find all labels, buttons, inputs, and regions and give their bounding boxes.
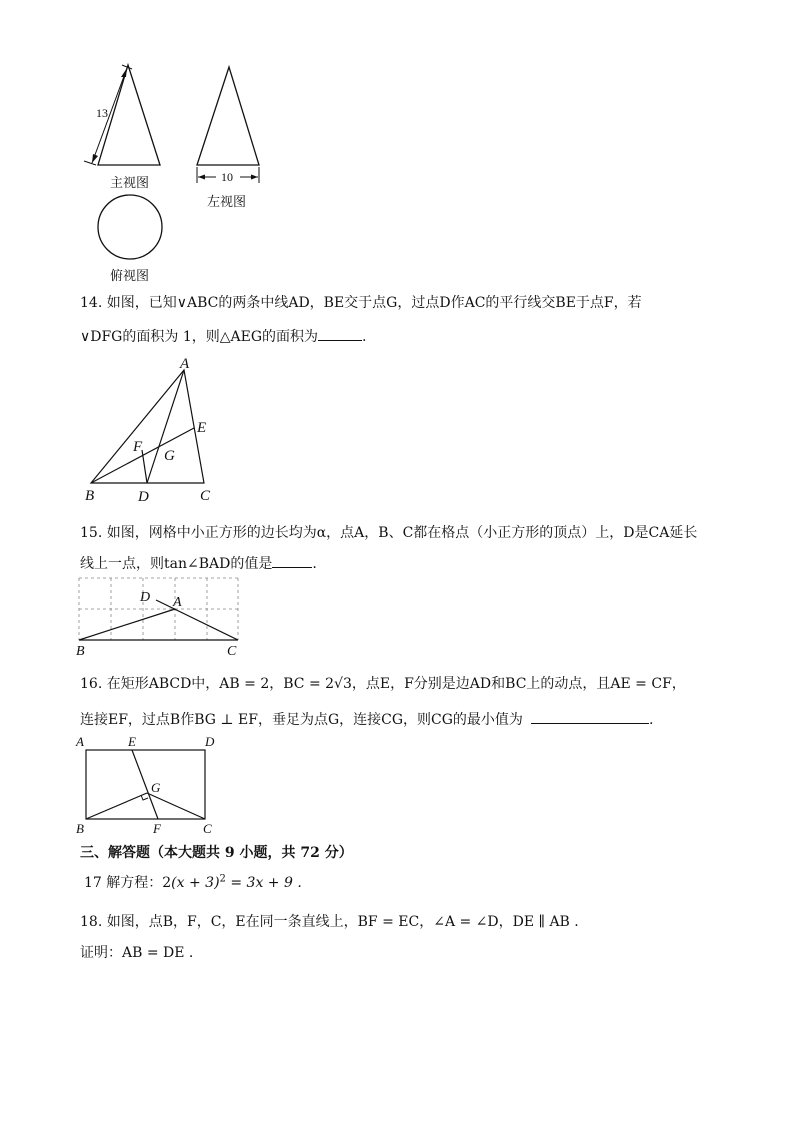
section-heading: 三、解答题（本大题共 9 小题，共 72 分） [80, 845, 353, 861]
q15-line1: 15. 如图，网格中小正方形的边长均为α，点A，B、C都在格点（小正方形的顶点）上，D是CA延长 [80, 525, 698, 541]
q17-line: 17 解方程：$2(x + 3)^2 = 3x + 9$ . [84, 873, 302, 891]
front-view-caption: 主视图 [110, 176, 150, 191]
q16-label-e: E [128, 734, 136, 749]
top-view-caption: 俯视图 [110, 269, 150, 284]
q14-label-c: C [200, 488, 211, 504]
left-view-caption: 左视图 [207, 195, 247, 210]
q15-grid [79, 578, 238, 640]
left-view-triangle [197, 67, 259, 165]
median-ad [147, 370, 184, 483]
three-views-figure [70, 55, 290, 285]
q14-line2: ∨DFG的面积为 1，则△AEG的面积为 . [80, 329, 367, 345]
q16-figure [72, 733, 232, 837]
triangle-abc [91, 370, 207, 483]
q14-figure [80, 352, 230, 507]
q16-label-d: D [205, 734, 215, 749]
q14-label-b: B [85, 488, 95, 504]
q14-label-f: F [133, 439, 143, 455]
q14-label-e: E [197, 420, 207, 436]
q18-line1: 18. 如图，点B，F，C，E在同一条直线上，BF = EC，∠A = ∠D，DE ∥ AB . [80, 914, 579, 930]
q16-line1: 16. 在矩形ABCD中，AB = 2，BC = 2√3，点E，F分别是边AD和BC上的动点，且AE = CF， [80, 676, 686, 692]
segment-bg [86, 793, 147, 819]
q16-label-f: F [153, 821, 161, 836]
q15-label-a: A [173, 595, 182, 610]
q16-label-a: A [76, 734, 84, 749]
q15-label-b: B [76, 644, 85, 659]
q15-label-d: D [140, 590, 151, 605]
q14-line1: 14. 如图，已知∨ABC的两条中线AD，BE交于点G，过点D作AC的平行线交BE于点F，若 [80, 295, 642, 311]
q16-line2: 连接EF，过点B作BG ⊥ EF，垂足为点G，连接CG，则CG的最小值为 . [80, 712, 654, 728]
q15-segment-ba [79, 609, 175, 640]
q15-figure [72, 573, 252, 661]
q16-label-g: G [151, 780, 161, 795]
q14-label-a: A [180, 356, 190, 372]
q16-label-c: C [203, 821, 212, 836]
q15-line2: 线上一点，则tan∠BAD的值是 . [80, 556, 317, 572]
q14-label-g: G [164, 448, 175, 464]
q18-line2: 证明：AB = DE . [80, 945, 194, 961]
q14-label-d: D [138, 489, 149, 505]
q16-label-b: B [76, 821, 84, 836]
base-dimension-label: 10 [221, 170, 233, 184]
slant-dimension-label: 13 [96, 106, 108, 120]
top-view-circle [98, 195, 162, 259]
q15-label-c: C [227, 644, 237, 659]
segment-cg [147, 793, 205, 819]
q15-segment-cd [156, 600, 238, 640]
